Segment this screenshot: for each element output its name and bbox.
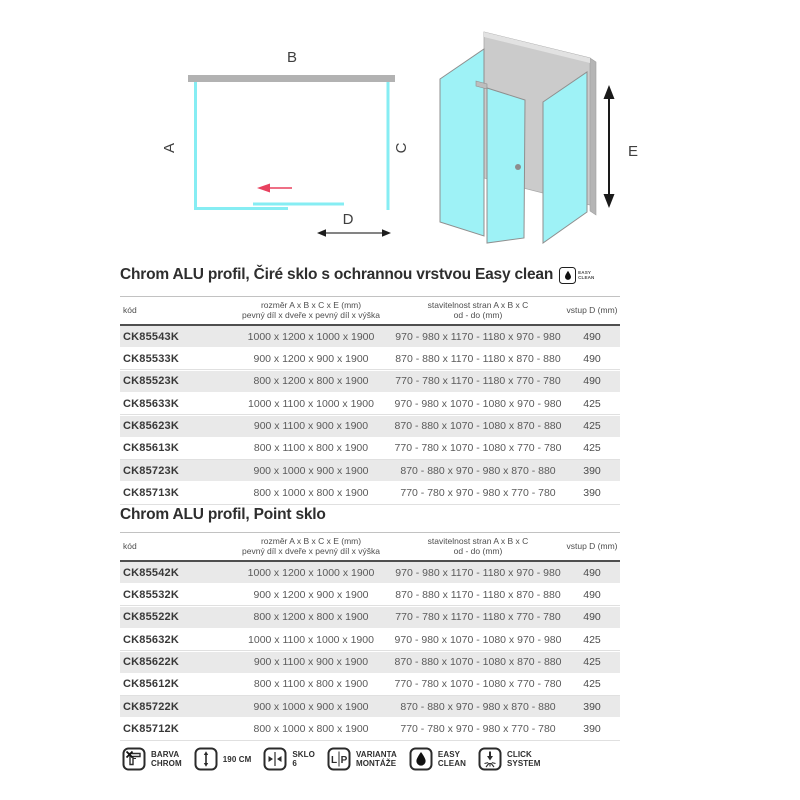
wall-bar — [188, 75, 395, 82]
cell-adjust: 870 - 880 x 1070 - 1080 x 870 - 880 — [394, 420, 562, 433]
table-row — [120, 348, 620, 369]
table-row — [120, 438, 620, 459]
cell-code: CK85533K — [123, 352, 180, 365]
plan-label-a: A — [161, 142, 178, 154]
table-row — [120, 371, 620, 392]
door-handle — [515, 164, 521, 170]
iso-label-e: E — [628, 143, 639, 160]
cell-adjust: 770 - 780 x 1070 - 1080 x 770 - 780 — [394, 442, 562, 455]
table-point-sklo — [120, 532, 620, 741]
cell-entry: 425 — [583, 678, 601, 691]
feature-varianta-montaze: L P VARIANTA MONTÁŽE — [327, 747, 397, 771]
cell-size: 800 x 1100 x 800 x 1900 — [253, 442, 369, 455]
cell-adjust: 870 - 880 x 970 - 980 x 870 - 880 — [400, 464, 556, 477]
cell-code: CK85543K — [123, 330, 180, 343]
plan-view-diagram — [120, 28, 410, 250]
cell-entry: 425 — [583, 442, 601, 455]
glass-panel-right — [543, 72, 587, 243]
feature-sklo-6: SKLO 6 — [263, 747, 315, 771]
cell-adjust: 770 - 780 x 1070 - 1080 x 770 - 780 — [394, 678, 562, 691]
feature-click-system: CLICK SYSTEM — [478, 747, 541, 771]
dimension-e-arrow — [604, 85, 615, 208]
table-easy-clean — [120, 296, 620, 505]
section-2-title: Chrom ALU profil, Point sklo — [120, 506, 326, 523]
table-body — [120, 562, 620, 740]
easy-clean-drop-icon — [409, 747, 433, 771]
cell-entry: 425 — [583, 656, 601, 669]
cell-code: CK85632K — [123, 633, 180, 646]
cell-entry: 490 — [583, 352, 601, 365]
cell-adjust: 770 - 780 x 970 - 980 x 770 - 780 — [400, 723, 556, 736]
cell-size: 800 x 1000 x 800 x 1900 — [253, 723, 369, 736]
cell-code: CK85622K — [123, 656, 180, 669]
table-row — [120, 416, 620, 437]
col-header-adjust: stavitelnost stran A x B x C od - do (mm) — [427, 300, 529, 320]
cell-adjust: 770 - 780 x 970 - 980 x 770 - 780 — [400, 487, 556, 500]
table-row — [120, 719, 620, 740]
glass-thickness-icon — [263, 747, 287, 771]
cell-entry: 490 — [583, 588, 601, 601]
cell-entry: 390 — [583, 487, 601, 500]
table-row — [120, 562, 620, 583]
cell-size: 800 x 1200 x 800 x 1900 — [253, 611, 369, 624]
cell-entry: 390 — [583, 723, 601, 736]
cell-code: CK85612K — [123, 678, 180, 691]
cell-entry: 425 — [583, 633, 601, 646]
cell-entry: 425 — [583, 397, 601, 410]
col-header-code: kód — [123, 305, 137, 315]
section-1-heading — [120, 266, 594, 284]
cell-size: 800 x 1100 x 800 x 1900 — [253, 678, 369, 691]
cell-entry: 490 — [583, 330, 601, 343]
cell-size: 900 x 1200 x 900 x 1900 — [253, 588, 369, 601]
cell-size: 800 x 1000 x 800 x 1900 — [253, 487, 369, 500]
iso-view-diagram — [420, 20, 650, 255]
feature-barva-chrom: BARVA CHROM — [122, 747, 182, 771]
table-row — [120, 607, 620, 628]
col-header-size: rozměr A x B x C x E (mm) pevný díl x dveře x pevný díl x výška — [242, 300, 380, 320]
dimension-d-arrow — [317, 229, 391, 237]
cell-adjust: 970 - 980 x 1170 - 1180 x 970 - 980 — [395, 566, 561, 579]
plan-label-c: C — [393, 142, 410, 154]
cell-adjust: 870 - 880 x 1070 - 1080 x 870 - 880 — [394, 656, 562, 669]
chrome-profile-icon — [122, 747, 146, 771]
cell-size: 800 x 1200 x 800 x 1900 — [253, 375, 369, 388]
section-1-title: Chrom ALU profil, Čiré sklo s ochrannou vrstvou Easy clean — [120, 266, 554, 283]
svg-text:L: L — [330, 755, 338, 766]
cell-code: CK85523K — [123, 375, 180, 388]
col-header-code: kód — [123, 541, 137, 551]
cell-code: CK85633K — [123, 397, 180, 410]
plan-label-d: D — [342, 211, 354, 228]
wall-edge — [590, 58, 596, 215]
cell-entry: 490 — [583, 611, 601, 624]
cell-adjust: 770 - 780 x 1170 - 1180 x 770 - 780 — [395, 611, 561, 624]
cell-size: 1000 x 1100 x 1000 x 1900 — [248, 397, 374, 410]
cell-size: 900 x 1000 x 900 x 1900 — [253, 700, 369, 713]
section-2-heading — [120, 506, 326, 524]
cell-entry: 490 — [583, 566, 601, 579]
cell-size: 900 x 1200 x 900 x 1900 — [253, 352, 369, 365]
col-header-entry: vstup D (mm) — [566, 541, 618, 551]
table-row — [120, 326, 620, 347]
cell-size: 900 x 1000 x 900 x 1900 — [253, 464, 369, 477]
cell-adjust: 870 - 880 x 1170 - 1180 x 870 - 880 — [395, 352, 561, 365]
cell-adjust: 870 - 880 x 1170 - 1180 x 870 - 880 — [395, 588, 561, 601]
feature-height-190: 190 CM — [194, 747, 252, 771]
cell-entry: 425 — [583, 420, 601, 433]
table-row — [120, 584, 620, 605]
cell-adjust: 770 - 780 x 1170 - 1180 x 770 - 780 — [395, 375, 561, 388]
cell-adjust: 970 - 980 x 1070 - 1080 x 970 - 980 — [394, 633, 562, 646]
table-row — [120, 483, 620, 504]
easy-clean-badge — [559, 267, 594, 284]
easy-clean-caption: EASY CLEAN — [578, 269, 595, 280]
table-header — [120, 532, 620, 562]
cell-entry: 490 — [583, 375, 601, 388]
table-row — [120, 393, 620, 414]
cell-code: CK85532K — [123, 588, 180, 601]
table-row — [120, 674, 620, 695]
table-row — [120, 696, 620, 717]
cell-adjust: 970 - 980 x 1170 - 1180 x 970 - 980 — [395, 330, 561, 343]
table-row — [120, 629, 620, 650]
cell-size: 1000 x 1100 x 1000 x 1900 — [248, 633, 374, 646]
cell-code: CK85712K — [123, 723, 180, 736]
easy-clean-drop-icon — [559, 267, 576, 284]
click-system-icon — [478, 747, 502, 771]
svg-text:P: P — [340, 755, 348, 766]
cell-size: 1000 x 1200 x 1000 x 1900 — [247, 330, 375, 343]
glass-panel-left — [440, 49, 484, 236]
feature-easy-clean: EASY CLEAN — [409, 747, 466, 771]
cell-adjust: 870 - 880 x 970 - 980 x 870 - 880 — [400, 700, 556, 713]
lp-variant-icon — [327, 747, 351, 771]
cell-code: CK85542K — [123, 566, 180, 579]
cell-code: CK85613K — [123, 442, 180, 455]
table-body — [120, 326, 620, 504]
height-arrow-icon — [194, 747, 218, 771]
col-header-adjust: stavitelnost stran A x B x C od - do (mm) — [427, 536, 529, 556]
cell-code: CK85723K — [123, 464, 180, 477]
col-header-entry: vstup D (mm) — [566, 305, 618, 315]
feature-icons-row — [122, 747, 540, 771]
cell-entry: 390 — [583, 464, 601, 477]
col-header-size: rozměr A x B x C x E (mm) pevný díl x dveře x pevný díl x výška — [242, 536, 380, 556]
cell-code: CK85722K — [123, 700, 180, 713]
cell-adjust: 970 - 980 x 1070 - 1080 x 970 - 980 — [394, 397, 562, 410]
cell-size: 900 x 1100 x 900 x 1900 — [253, 420, 369, 433]
cell-entry: 390 — [583, 700, 601, 713]
plan-label-b: B — [286, 49, 298, 66]
door-slide-arrow — [257, 184, 292, 193]
cell-size: 900 x 1100 x 900 x 1900 — [253, 656, 369, 669]
table-header — [120, 296, 620, 326]
cell-code: CK85713K — [123, 487, 180, 500]
cell-code: CK85623K — [123, 420, 180, 433]
cell-size: 1000 x 1200 x 1000 x 1900 — [247, 566, 375, 579]
cell-code: CK85522K — [123, 611, 180, 624]
table-row — [120, 652, 620, 673]
table-row — [120, 460, 620, 481]
